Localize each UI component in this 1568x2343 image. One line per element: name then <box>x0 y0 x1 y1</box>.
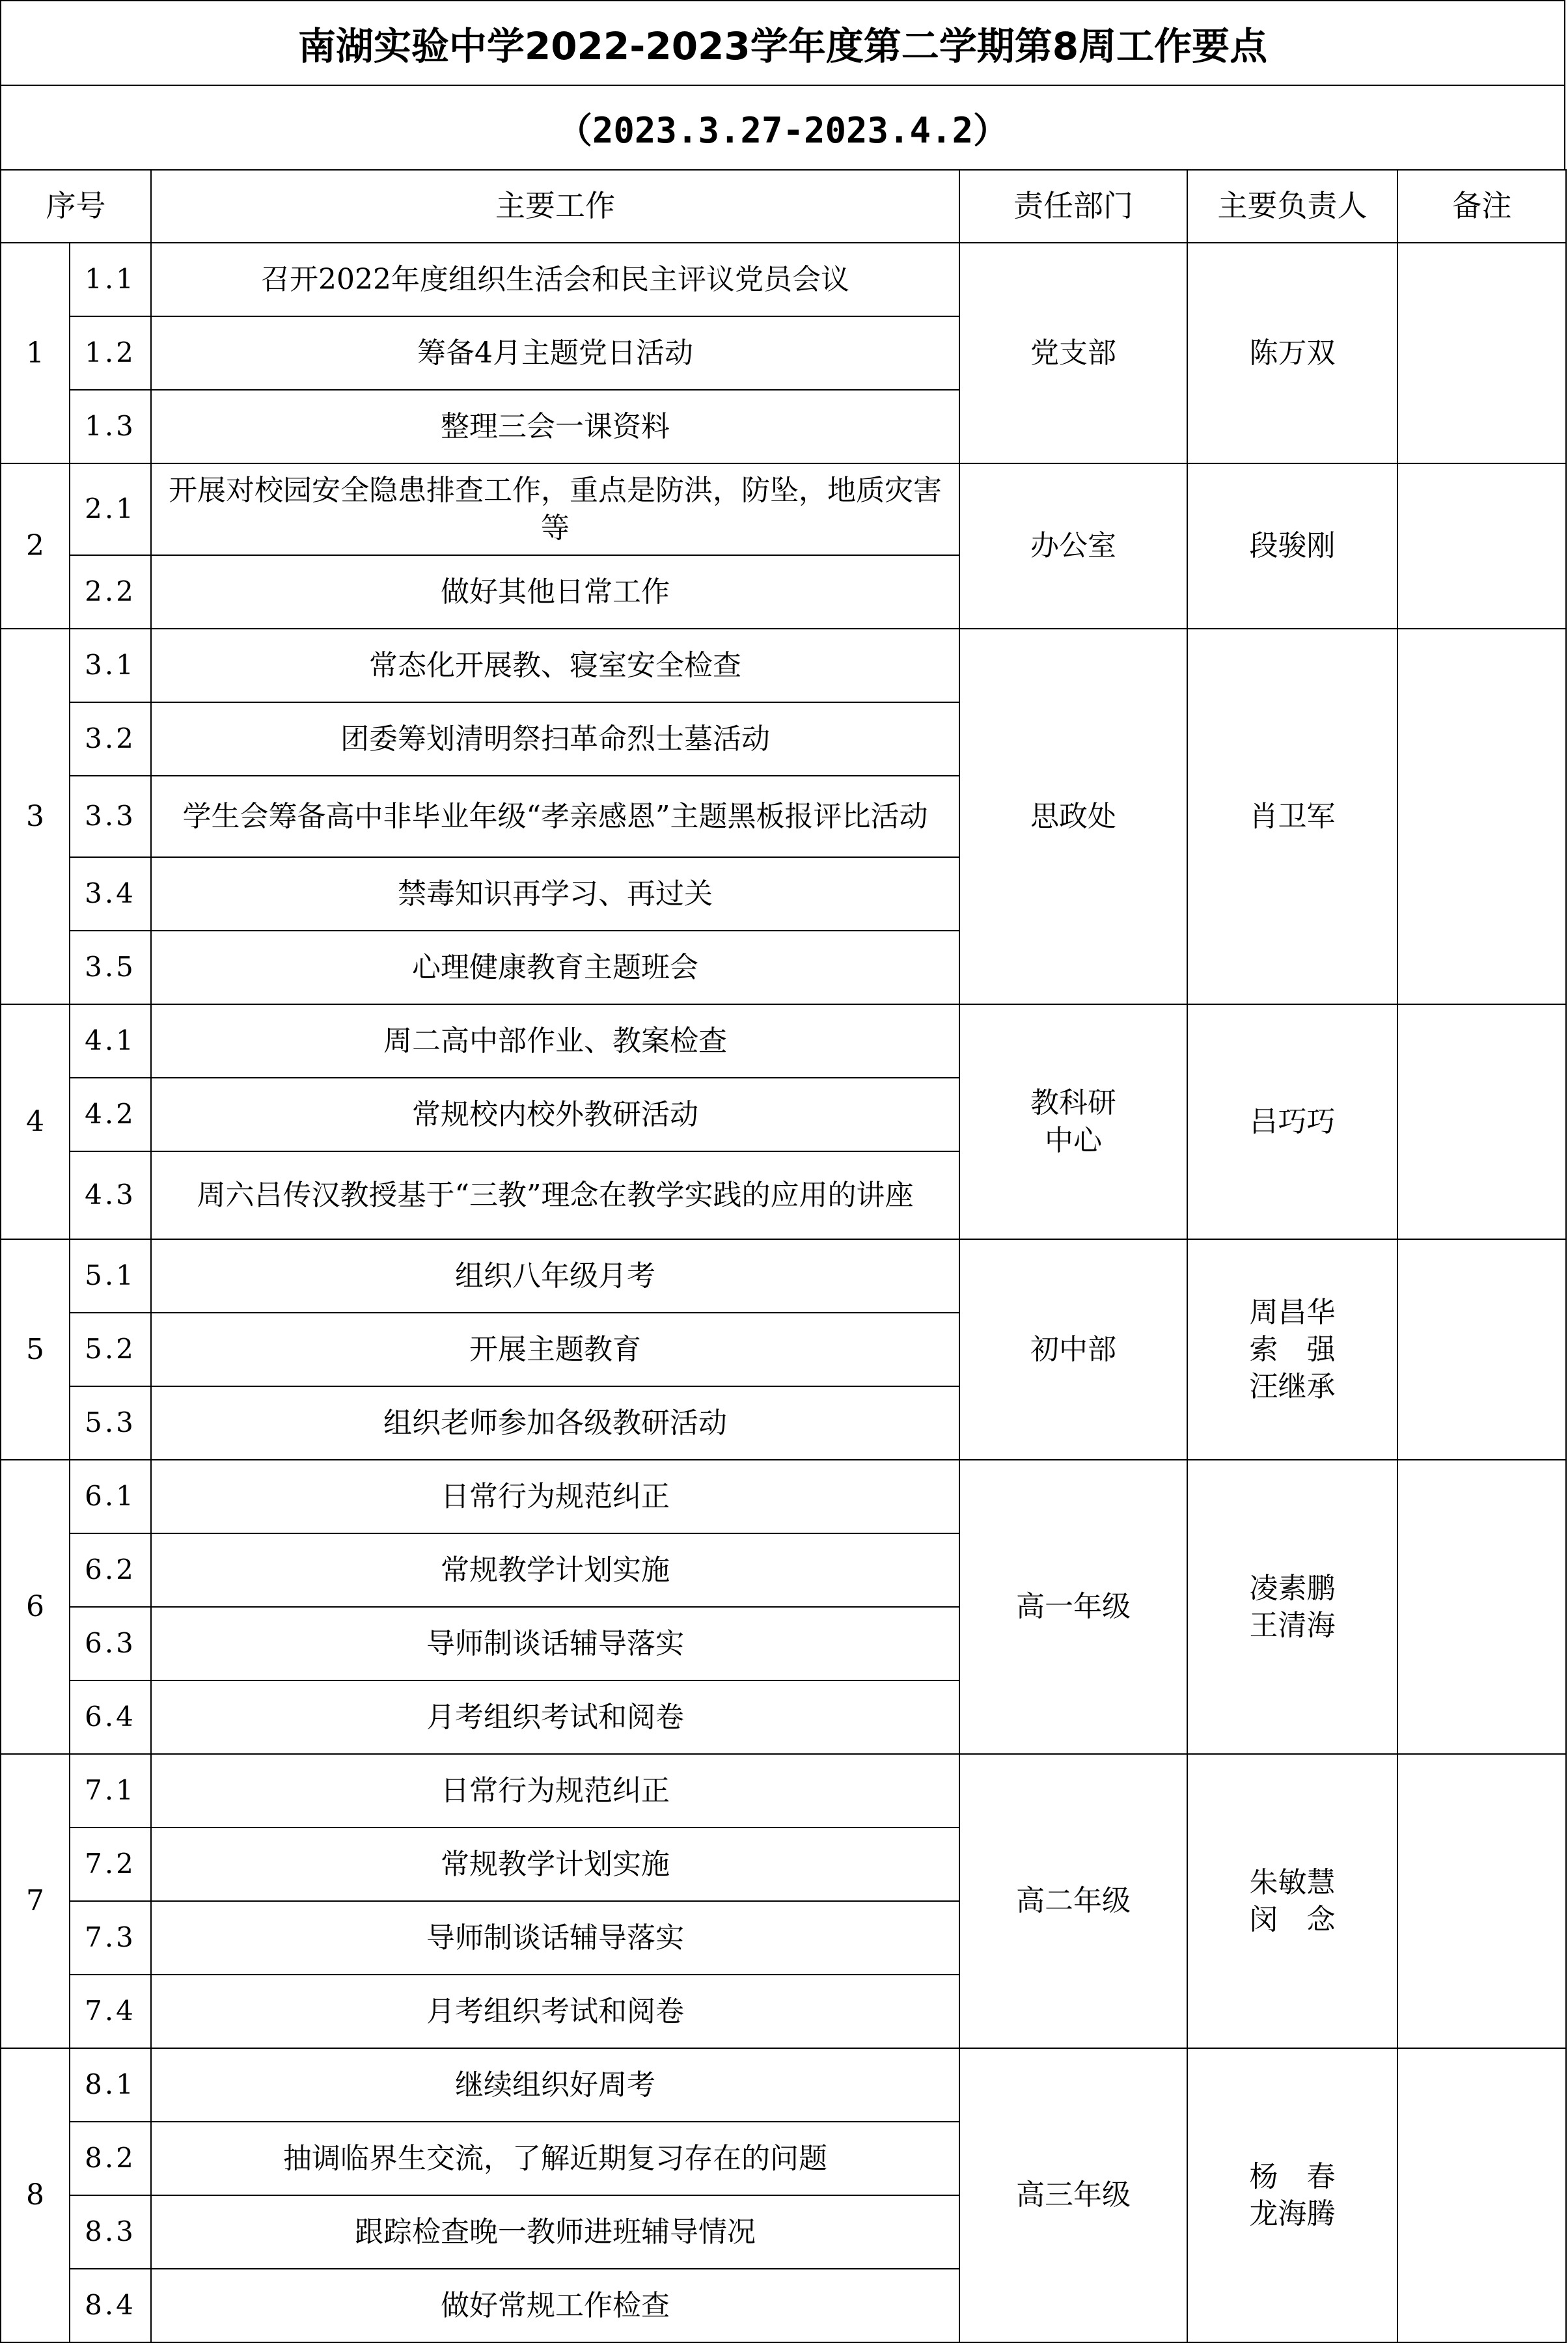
item-number: 3.4 <box>70 857 151 931</box>
item-number: 3.5 <box>70 931 151 1004</box>
responsible-person <box>1187 2048 1397 2342</box>
note-cell <box>1397 1239 1566 1460</box>
note-cell <box>1397 243 1566 463</box>
item-number: 2.1 <box>70 463 151 555</box>
work-item: 组织老师参加各级教研活动 <box>151 1386 959 1460</box>
work-plan-table <box>0 169 1567 2343</box>
work-item: 做好常规工作检查 <box>151 2269 959 2342</box>
header-note: 备注 <box>1397 170 1566 243</box>
table-row <box>1 2048 1566 2122</box>
person-name: 吕巧巧 <box>1249 1104 1336 1138</box>
item-number: 8.2 <box>70 2122 151 2195</box>
group-index: 7 <box>1 1754 70 2048</box>
table-header-row <box>1 170 1566 243</box>
person-name: 凌素鹏 <box>1249 1571 1336 1605</box>
person-name: 朱敏慧 <box>1249 1865 1336 1899</box>
header-dept: 责任部门 <box>959 170 1187 243</box>
document-title: 南湖实验中学2022-2023学年度第二学期第8周工作要点 <box>0 0 1565 86</box>
item-number: 5.1 <box>70 1239 151 1313</box>
item-number: 5.2 <box>70 1313 151 1386</box>
group-index: 5 <box>1 1239 70 1460</box>
item-number: 1.1 <box>70 243 151 316</box>
group-index: 1 <box>1 243 70 463</box>
department-line: 党支部 <box>1030 336 1116 370</box>
responsible-department <box>959 629 1187 1004</box>
work-item: 周六吕传汉教授基于“三教”理念在教学实践的应用的讲座 <box>151 1151 959 1239</box>
work-item: 日常行为规范纠正 <box>151 1460 959 1533</box>
person-name: 周昌华 <box>1249 1295 1336 1329</box>
responsible-person <box>1187 243 1397 463</box>
work-item: 导师制谈话辅导落实 <box>151 1607 959 1680</box>
item-number: 6.3 <box>70 1607 151 1680</box>
item-number: 6.2 <box>70 1533 151 1607</box>
department-line: 思政处 <box>1030 799 1116 833</box>
header-work: 主要工作 <box>151 170 959 243</box>
item-number: 4.3 <box>70 1151 151 1239</box>
person-name: 段骏刚 <box>1249 529 1336 563</box>
person-name: 龙海腾 <box>1249 2197 1336 2230</box>
person-name: 索 强 <box>1249 1332 1336 1366</box>
header-lead: 主要负责人 <box>1187 170 1397 243</box>
work-item: 做好其他日常工作 <box>151 555 959 629</box>
responsible-department <box>959 1460 1187 1754</box>
work-item: 抽调临界生交流，了解近期复习存在的问题 <box>151 2122 959 2195</box>
table-row <box>1 629 1566 702</box>
work-item: 常规教学计划实施 <box>151 1533 959 1607</box>
work-item: 团委筹划清明祭扫革命烈士墓活动 <box>151 702 959 776</box>
person-name: 汪继承 <box>1249 1370 1336 1404</box>
table-body <box>1 243 1566 2342</box>
date-range: （2023.3.27-2023.4.2） <box>0 86 1565 169</box>
header-seq: 序号 <box>1 170 151 243</box>
item-number: 8.3 <box>70 2195 151 2269</box>
item-number: 7.3 <box>70 1901 151 1975</box>
item-number: 7.1 <box>70 1754 151 1828</box>
item-number: 1.3 <box>70 390 151 463</box>
department-line: 教科研 <box>1030 1086 1116 1120</box>
responsible-department <box>959 243 1187 463</box>
work-item: 召开2022年度组织生活会和民主评议党员会议 <box>151 243 959 316</box>
work-item: 开展主题教育 <box>151 1313 959 1386</box>
department-line: 高一年级 <box>1016 1590 1131 1624</box>
work-item: 常规校内校外教研活动 <box>151 1078 959 1151</box>
item-number: 8.1 <box>70 2048 151 2122</box>
responsible-person <box>1187 1754 1397 2048</box>
item-number: 5.3 <box>70 1386 151 1460</box>
work-item: 整理三会一课资料 <box>151 390 959 463</box>
item-number: 3.2 <box>70 702 151 776</box>
group-index: 6 <box>1 1460 70 1754</box>
work-item: 禁毒知识再学习、再过关 <box>151 857 959 931</box>
person-name: 肖卫军 <box>1249 799 1336 833</box>
work-item: 组织八年级月考 <box>151 1239 959 1313</box>
department-line: 高二年级 <box>1016 1884 1131 1918</box>
responsible-department <box>959 2048 1187 2342</box>
department-line: 高三年级 <box>1016 2178 1131 2212</box>
item-number: 4.2 <box>70 1078 151 1151</box>
item-number: 6.4 <box>70 1680 151 1754</box>
note-cell <box>1397 1460 1566 1754</box>
work-item: 周二高中部作业、教案检查 <box>151 1004 959 1078</box>
responsible-person <box>1187 1460 1397 1754</box>
work-item: 跟踪检查晚一教师进班辅导情况 <box>151 2195 959 2269</box>
item-number: 7.2 <box>70 1828 151 1901</box>
group-index: 2 <box>1 463 70 629</box>
work-item: 日常行为规范纠正 <box>151 1754 959 1828</box>
work-item: 常规教学计划实施 <box>151 1828 959 1901</box>
work-item: 常态化开展教、寝室安全检查 <box>151 629 959 702</box>
item-number: 4.1 <box>70 1004 151 1078</box>
responsible-department <box>959 463 1187 629</box>
work-item: 开展对校园安全隐患排查工作，重点是防洪，防坠，地质灾害等 <box>151 463 959 555</box>
work-item: 继续组织好周考 <box>151 2048 959 2122</box>
responsible-person <box>1187 629 1397 1004</box>
person-name: 闵 念 <box>1249 1903 1336 1936</box>
work-item: 月考组织考试和阅卷 <box>151 1975 959 2048</box>
item-number: 1.2 <box>70 316 151 390</box>
responsible-department <box>959 1004 1187 1239</box>
item-number: 8.4 <box>70 2269 151 2342</box>
person-name: 王清海 <box>1249 1609 1336 1642</box>
responsible-department <box>959 1754 1187 2048</box>
group-index: 4 <box>1 1004 70 1239</box>
item-number: 3.3 <box>70 776 151 857</box>
responsible-person <box>1187 463 1397 629</box>
work-item: 学生会筹备高中非毕业年级“孝亲感恩”主题黑板报评比活动 <box>151 776 959 857</box>
table-row <box>1 1004 1566 1078</box>
work-item: 导师制谈话辅导落实 <box>151 1901 959 1975</box>
department-line: 初中部 <box>1030 1332 1116 1366</box>
item-number: 3.1 <box>70 629 151 702</box>
table-row <box>1 243 1566 316</box>
responsible-person <box>1187 1004 1397 1239</box>
note-cell <box>1397 2048 1566 2342</box>
note-cell <box>1397 1754 1566 2048</box>
note-cell <box>1397 629 1566 1004</box>
table-row <box>1 1460 1566 1533</box>
person-name: 陈万双 <box>1249 336 1336 370</box>
person-name: 杨 春 <box>1249 2159 1336 2193</box>
group-index: 3 <box>1 629 70 1004</box>
table-row <box>1 1754 1566 1828</box>
responsible-person <box>1187 1239 1397 1460</box>
department-line: 中心 <box>1045 1123 1102 1157</box>
table-row <box>1 1239 1566 1313</box>
work-item: 月考组织考试和阅卷 <box>151 1680 959 1754</box>
item-number: 2.2 <box>70 555 151 629</box>
responsible-department <box>959 1239 1187 1460</box>
work-item: 心理健康教育主题班会 <box>151 931 959 1004</box>
work-item: 筹备4月主题党日活动 <box>151 316 959 390</box>
note-cell <box>1397 463 1566 629</box>
department-line: 办公室 <box>1030 529 1116 563</box>
table-row <box>1 463 1566 555</box>
item-number: 7.4 <box>70 1975 151 2048</box>
item-number: 6.1 <box>70 1460 151 1533</box>
group-index: 8 <box>1 2048 70 2342</box>
note-cell <box>1397 1004 1566 1239</box>
